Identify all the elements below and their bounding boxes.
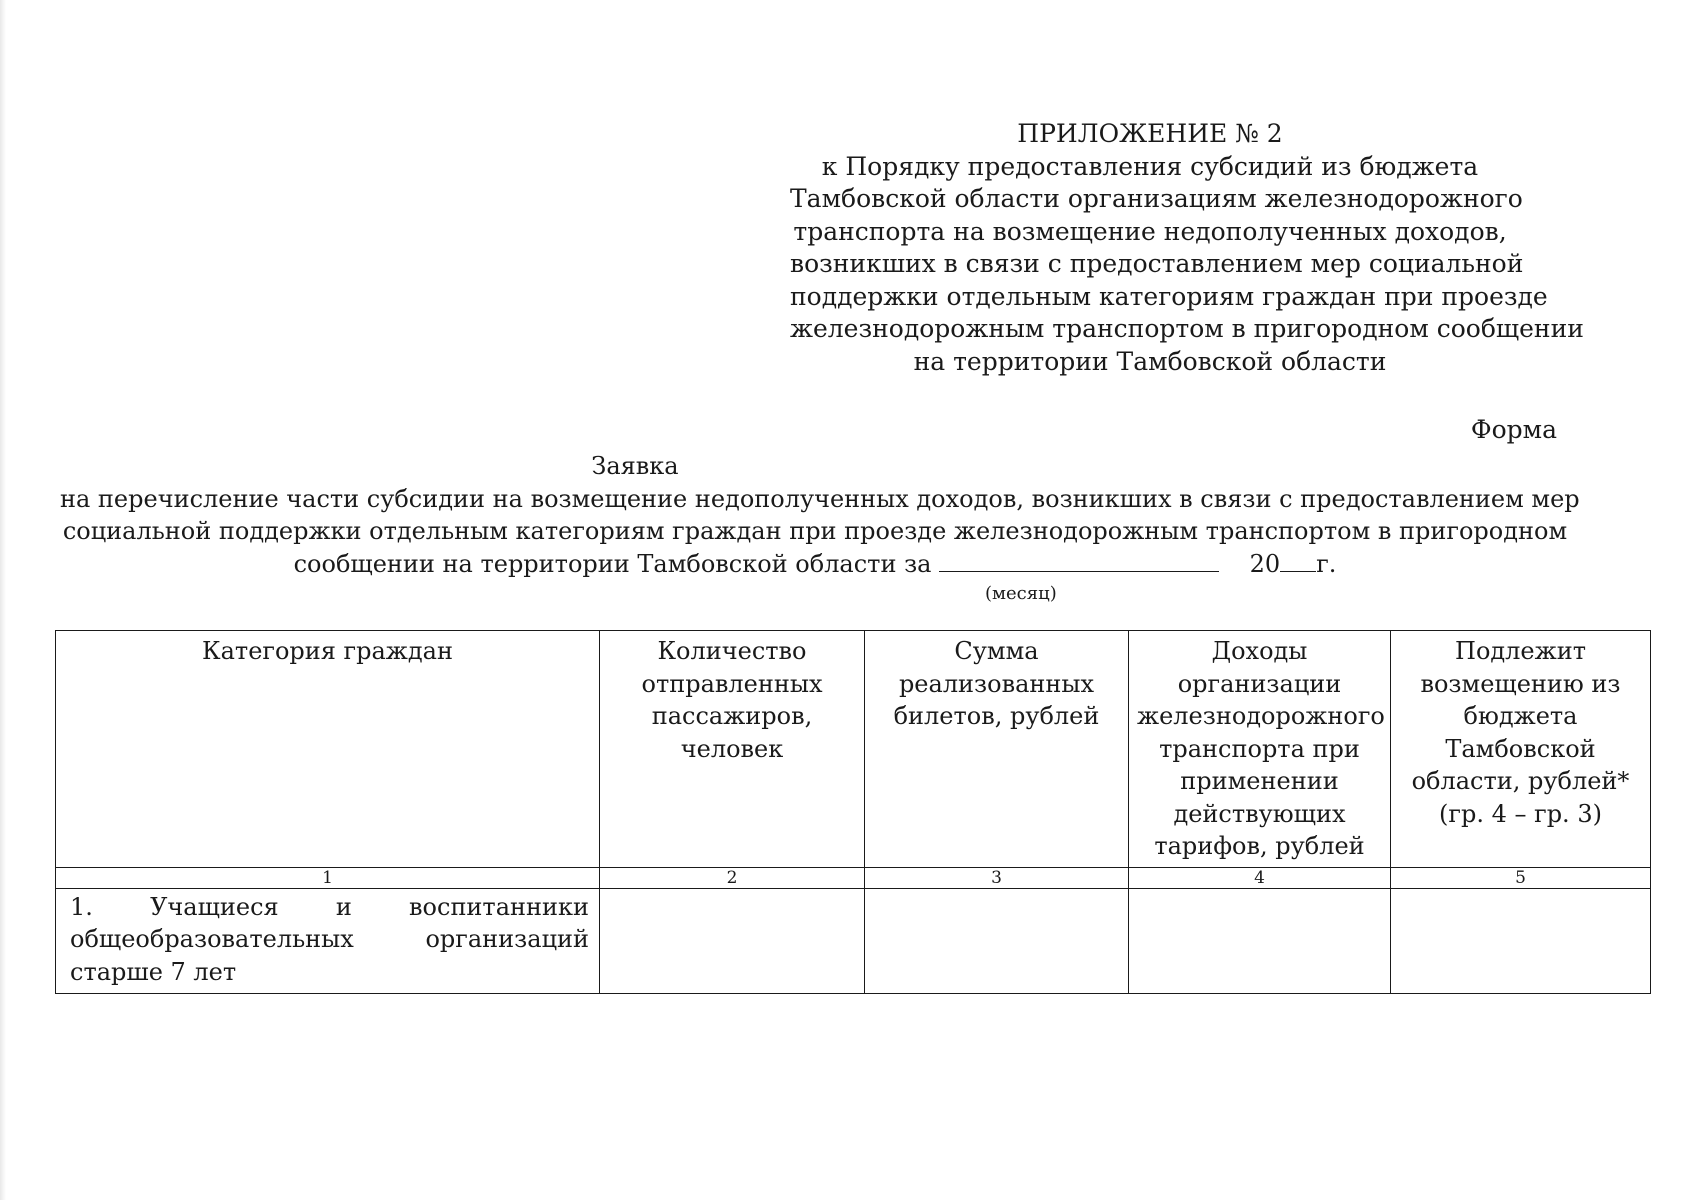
appendix-title: ПРИЛОЖЕНИЕ № 2 xyxy=(1017,119,1283,148)
appendix-line: Тамбовской области организациям железнодорожного xyxy=(790,184,1523,213)
passengers-cell[interactable] xyxy=(600,888,865,993)
year-prefix: 20 xyxy=(1249,549,1281,578)
month-blank-field[interactable] xyxy=(939,549,1219,572)
appendix-line: транспорта на возмещение недополученных доходов, xyxy=(793,216,1507,246)
column-header-category: Категория граждан xyxy=(56,631,600,868)
table-row xyxy=(56,888,1651,993)
appendix-line: возникших в связи с предоставлением мер социальной xyxy=(790,249,1524,278)
column-header-passengers: Количество отправленных пассажиров, человек xyxy=(600,631,865,868)
application-title-block xyxy=(60,450,1580,580)
year-blank-field[interactable] xyxy=(1280,549,1316,572)
year-suffix: г. xyxy=(1316,549,1337,578)
appendix-line: на территории Тамбовской области xyxy=(913,346,1387,376)
column-number: 5 xyxy=(1391,867,1651,888)
scan-edge xyxy=(0,0,6,1200)
column-header-tickets-sum: Сумма реализованных билетов, рублей xyxy=(865,631,1129,868)
column-number: 1 xyxy=(56,867,600,888)
application-title: Заявка xyxy=(591,452,679,480)
income-cell[interactable] xyxy=(1129,888,1391,993)
application-line-1: на перечисление части субсидии на возмещение недополученных доходов, возникших в связи с предоставлением мер xyxy=(60,484,1580,513)
category-cell: 1. Учащиеся и воспитанники общеобразовательных организаций старше 7 лет xyxy=(56,888,600,993)
application-line-3 xyxy=(60,548,1570,581)
application-line-3-text: сообщении на территории Тамбовской области за xyxy=(293,549,932,578)
appendix-line: к Порядку предоставления субсидий из бюджета xyxy=(821,151,1479,181)
tickets-sum-cell[interactable] xyxy=(865,888,1129,993)
form-label: Форма xyxy=(1470,415,1557,444)
month-caption: (месяц) xyxy=(985,583,1057,604)
appendix-line: поддержки отдельным категориям граждан при проезде xyxy=(790,281,1548,311)
subsidy-table xyxy=(55,630,1651,994)
column-number: 3 xyxy=(865,867,1129,888)
column-number: 2 xyxy=(600,867,865,888)
column-header-income: Доходы организации железнодорожного транспорта при применении действующих тарифов, рублей xyxy=(1129,631,1391,868)
appendix-block xyxy=(790,118,1584,378)
appendix-line: железнодорожным транспортом в пригородном сообщении xyxy=(790,314,1584,343)
column-number-row xyxy=(56,867,1651,888)
table-header-row xyxy=(56,631,1651,868)
application-line-2: социальной поддержки отдельным категориям граждан при проезде железнодорожным транспортом в пригородном xyxy=(62,517,1568,545)
compensation-cell[interactable] xyxy=(1391,888,1651,993)
column-number: 4 xyxy=(1129,867,1391,888)
column-header-compensation: Подлежит возмещению из бюджета Тамбовской области, рублей* (гр. 4 – гр. 3) xyxy=(1391,631,1651,868)
